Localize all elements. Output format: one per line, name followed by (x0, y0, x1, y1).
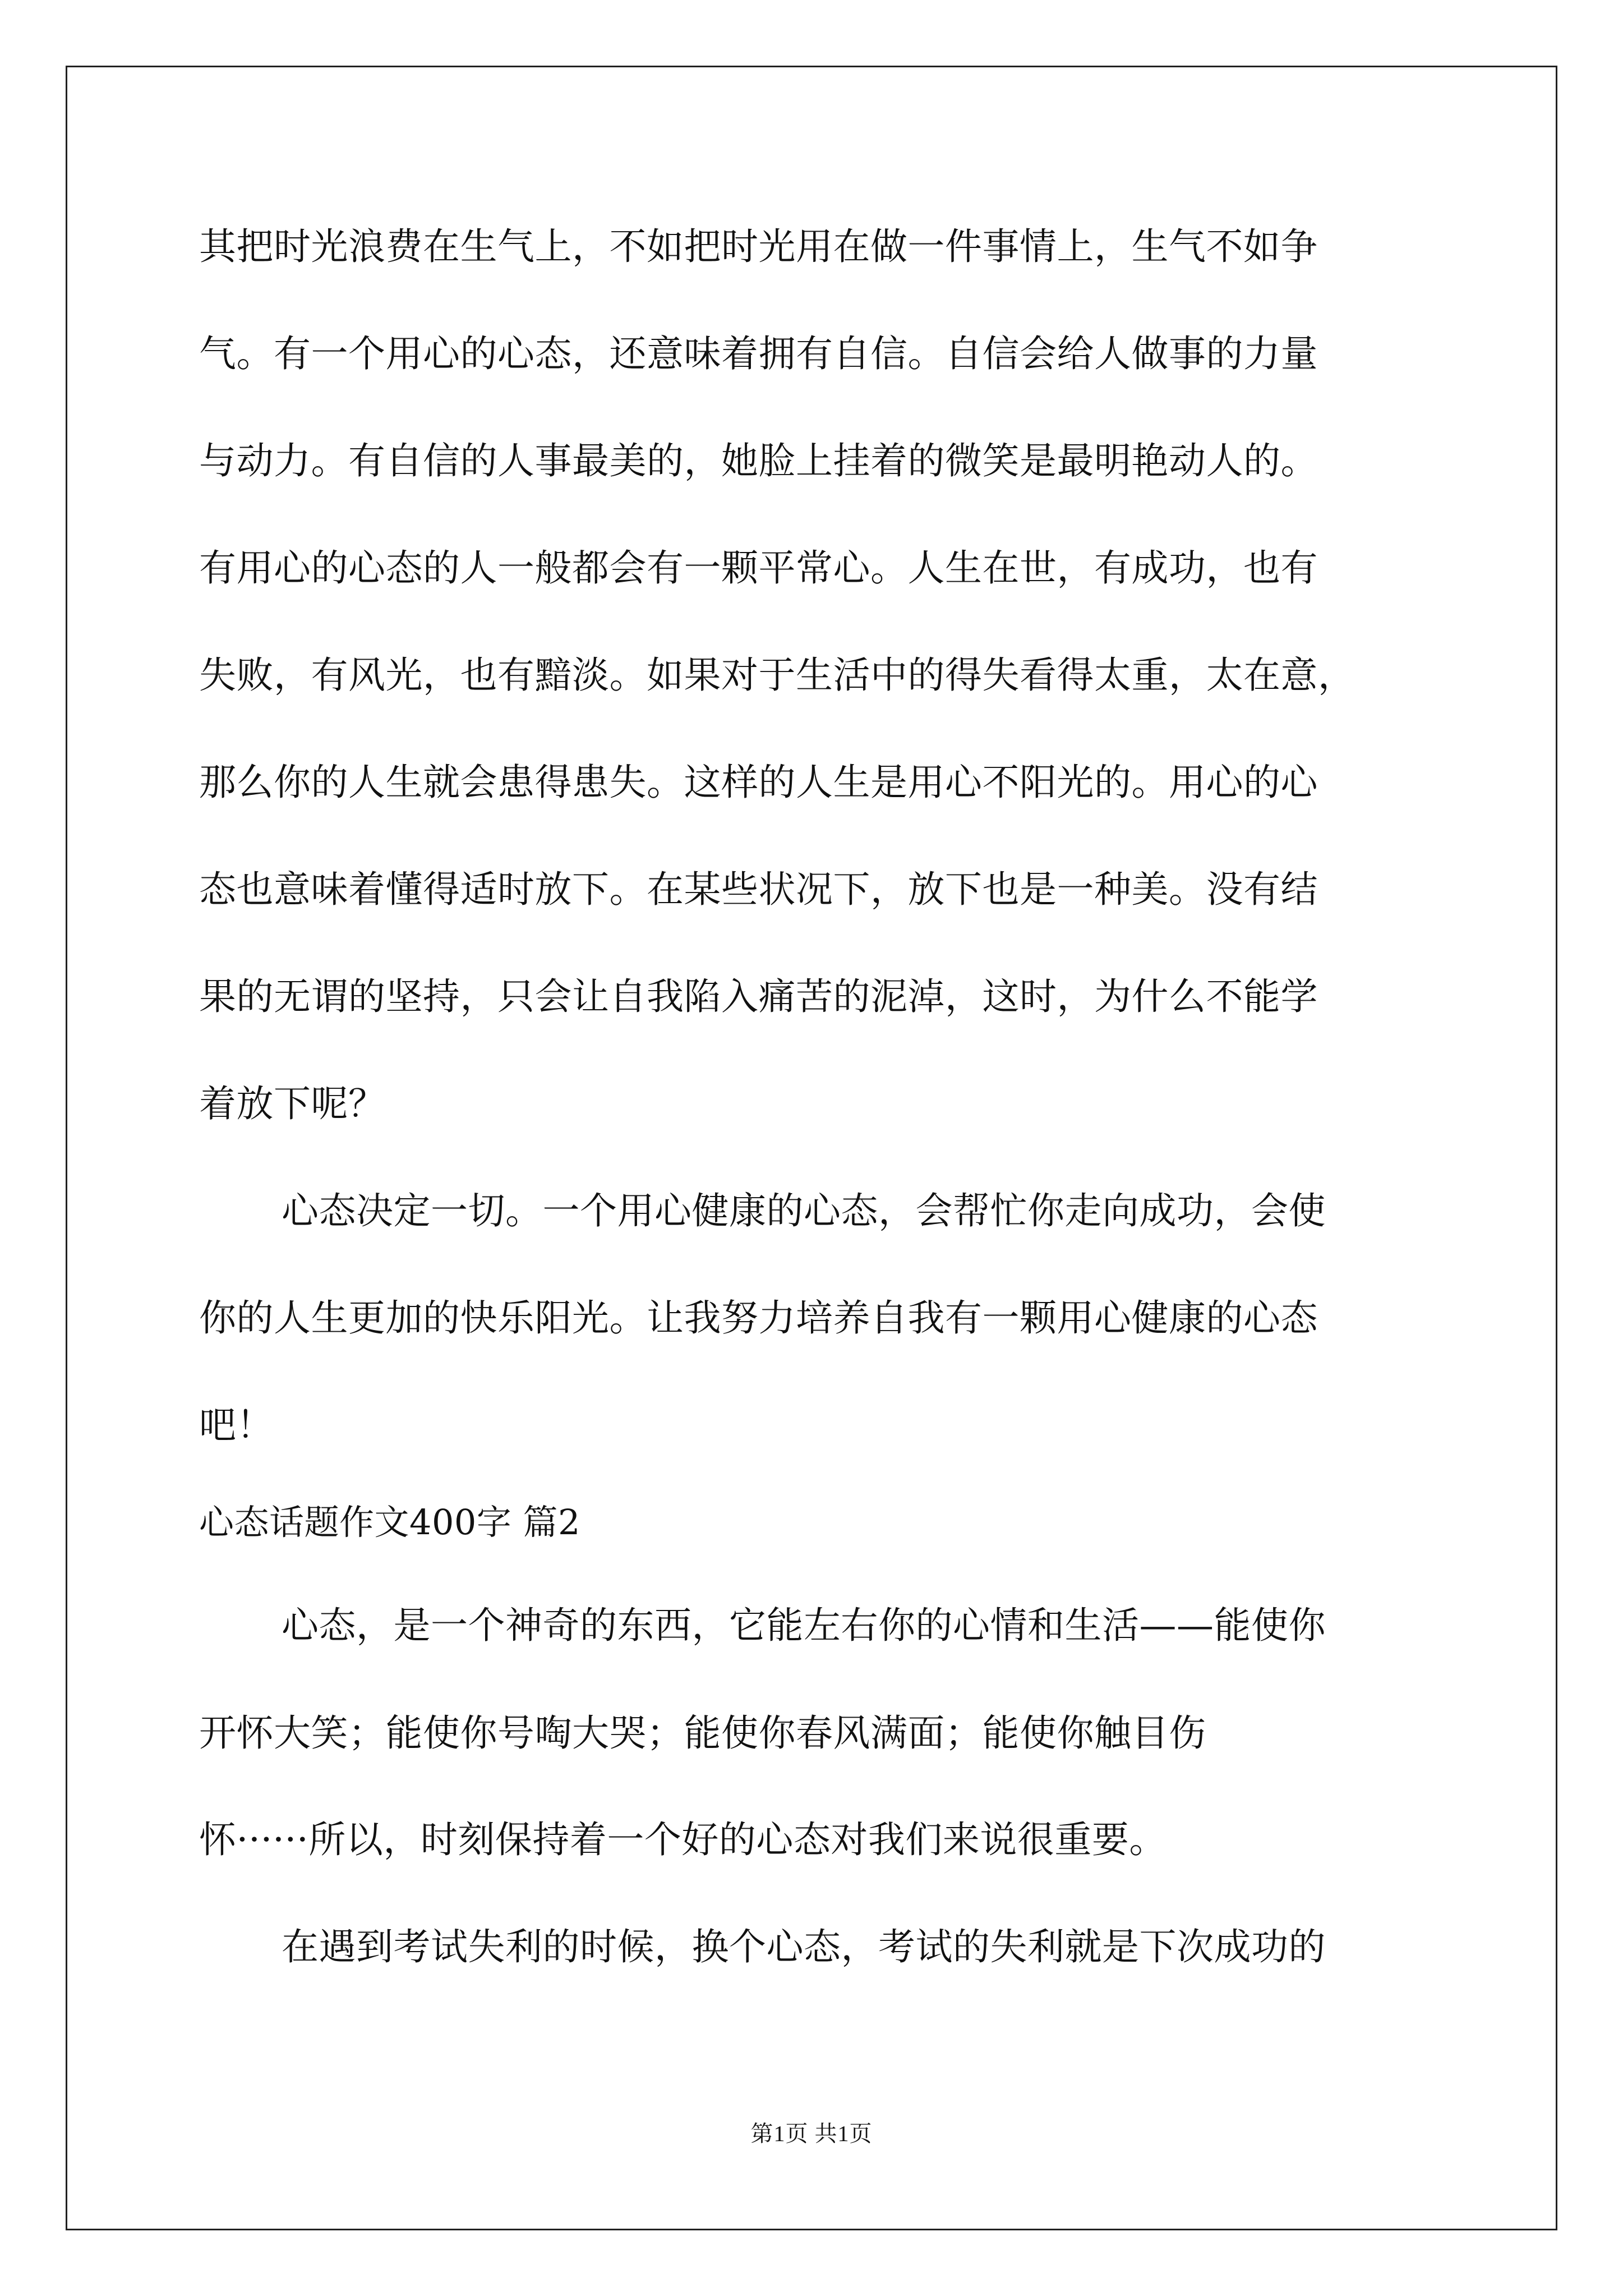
section-line-2: 开怀大笑；能使你号啕大哭；能使你春风满面；能使你触目伤 (199, 1711, 1206, 1755)
body-line-5: 失败，有风光，也有黯淡。如果对于生活中的得失看得太重，太在意， (199, 654, 1355, 697)
section-line-3: 怀······所以，时刻保持着一个好的心态对我们来说很重要。 (199, 1818, 1166, 1861)
body-line-9: 着放下呢？ (199, 1082, 386, 1125)
section-line-1: 心态，是一个神奇的东西，它能左右你的心情和生活——能使你 (282, 1604, 1326, 1647)
body-line-8: 果的无谓的坚持，只会让自我陷入痛苦的泥淖，这时，为什么不能学 (199, 975, 1318, 1018)
section-heading: 心态话题作文400字 篇2 (199, 1502, 580, 1543)
body-line-1: 其把时光浪费在生气上，不如把时光用在做一件事情上，生气不如争 (199, 225, 1318, 268)
paragraph-line-2: 你的人生更加的快乐阳光。让我努力培养自我有一颗用心健康的心态 (199, 1296, 1318, 1340)
body-line-7: 态也意味着懂得适时放下。在某些状况下，放下也是一种美。没有结 (199, 868, 1318, 911)
paragraph-line-1: 心态决定一切。一个用心健康的心态，会帮忙你走向成功，会使 (282, 1189, 1326, 1232)
body-line-4: 有用心的心态的人一般都会有一颗平常心。人生在世，有成功，也有 (199, 546, 1318, 590)
body-line-2: 气。有一个用心的心态，还意味着拥有自信。自信会给人做事的力量 (199, 332, 1318, 375)
body-line-6: 那么你的人生就会患得患失。这样的人生是用心不阳光的。用心的心 (199, 761, 1318, 804)
page-border (66, 66, 1557, 2230)
section-line-4: 在遇到考试失利的时候，换个心态，考试的失利就是下次成功的 (282, 1925, 1326, 1968)
paragraph-line-3: 吧！ (199, 1404, 274, 1447)
page-footer: 第1页 共1页 (750, 2121, 873, 2146)
body-line-3: 与动力。有自信的人事最美的，她脸上挂着的微笑是最明艳动人的。 (199, 439, 1318, 482)
